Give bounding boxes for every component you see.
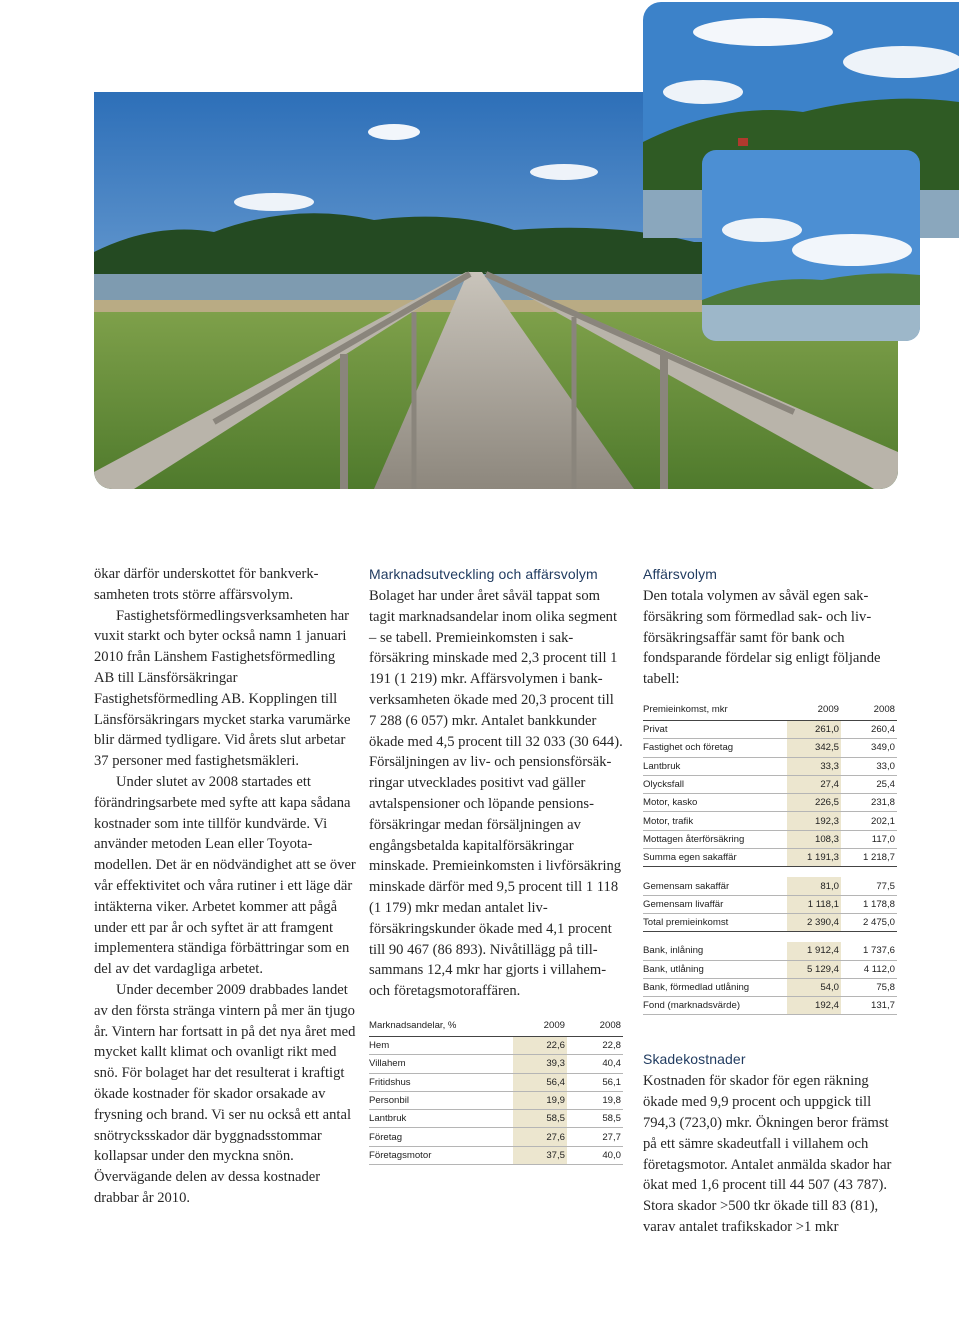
row-label: Personbil <box>369 1091 513 1109</box>
row-label: Bank, inlåning <box>643 942 787 960</box>
value-2008: 117,0 <box>841 830 897 848</box>
value-2008: 2 475,0 <box>841 913 897 931</box>
value-2009: 58,5 <box>513 1110 567 1128</box>
table-total-row <box>643 849 897 867</box>
paragraph: ökar därför underskottet för bankverksamheten trots större affärsvolym. <box>94 566 319 603</box>
paragraph: Den totala volymen av såväl egen sakförsäkring som förmedlad sak- och livförsäkringsaffär samt för bank och fondsparande fördelar sig enligt följande tabell: <box>643 588 881 688</box>
table-body <box>369 1036 623 1164</box>
value-2008: 33,0 <box>841 757 897 775</box>
table-spacer-row <box>643 867 897 878</box>
value-2008: 19,8 <box>567 1091 623 1109</box>
premium-income-table <box>643 700 897 1015</box>
row-label: Summa egen sakaffär <box>643 849 787 867</box>
paragraph: Fastighetsförmedlingsverksamheten har vuxit starkt och byter också namn 1 januari 2010 från Länshem Fastighetsförmedling AB till Länsförsäkringar Fastighetsförmedling AB. Kopplingen till Länsförsäkringars mycket starka varumärke blir därmed tydligare. Vid årets slut arbetar 37 personer med fastighetsmäkleri. <box>94 607 351 770</box>
value-2009: 1 912,4 <box>787 942 841 960</box>
body-text <box>94 564 356 1209</box>
row-label: Bank, förmedlad utlåning <box>643 978 787 996</box>
value-2008: 1 218,7 <box>841 849 897 867</box>
value-2009: 342,5 <box>787 739 841 757</box>
table-row <box>643 960 897 978</box>
table-header-row <box>369 1016 623 1037</box>
table-row <box>643 794 897 812</box>
row-label: Hem <box>369 1036 513 1054</box>
value-2009: 1 118,1 <box>787 895 841 913</box>
value-2008: 40,4 <box>567 1055 623 1073</box>
row-label: Företag <box>369 1128 513 1146</box>
spacer-cell <box>643 867 897 878</box>
table-row <box>643 812 897 830</box>
spacer-cell <box>643 932 897 943</box>
row-label: Lantbruk <box>643 757 787 775</box>
value-2008: 4 112,0 <box>841 960 897 978</box>
market-share-table-wrap <box>369 1016 623 1165</box>
value-2009: 39,3 <box>513 1055 567 1073</box>
value-2009: 19,9 <box>513 1091 567 1109</box>
paragraph: Kostnaden för skador för egen räkning ökade med 9,9 procent och uppgick till 794,3 (723,0) mkr. Ökningen beror främst på ett sämre skadeutfall i villahem och företagsmotor. Antalet anmälda skador har ökat med 1,6 procent till 44 507 (43 787). Stora skador >500 tkr ökade till 83 (81), varav antalet trafikskador >1 mkr <box>643 1073 892 1236</box>
table-title: Premieinkomst, mkr <box>643 700 787 721</box>
row-label: Gemensam livaffär <box>643 895 787 913</box>
value-2008: 25,4 <box>841 775 897 793</box>
value-2008: 202,1 <box>841 812 897 830</box>
row-label: Villahem <box>369 1055 513 1073</box>
paragraph: Bolaget har under året såväl tappat som tagit marknadsandelar inom olika segment – se tabell. Premieinkomsten i sakförsäkring minskade med 2,3 procent till 1 191 (1 219) mkr. Affärsvolymen i bankverksamheten ökade med 20,3 procent till 7 288 (6 057) mkr. Antalet bankkunder ökade med 4,5 procent till 32 033 (30 644). Försäljningen av liv- och pensionsförsäkringar utvecklades positivt vad gäller avtalspensioner och löpande pensionsförsäkringar medan försäljningen av engångsbetalda kapitalförsäkringar minskade. Premieinkomsten i livförsäkring minskade därför med 9,5 procent till 1 118 (1 179) mkr medan antalet livförsäkringskunder ökade med 4,1 procent till 90 467 (86 893). Nivåtillägg på tillsammans 12,4 mkr har gjorts i villahem- och företagsmotoraffären. <box>369 588 623 1000</box>
value-2009: 27,4 <box>787 775 841 793</box>
table-body <box>643 720 897 1014</box>
row-label: Olycksfall <box>643 775 787 793</box>
row-label: Mottagen återförsäkring <box>643 830 787 848</box>
row-label: Företagsmotor <box>369 1146 513 1164</box>
value-2008: 75,8 <box>841 978 897 996</box>
lake-shore-photo <box>702 150 920 341</box>
text-column-3 <box>643 564 897 1238</box>
row-label: Total premieinkomst <box>643 913 787 931</box>
paragraph: Under december 2009 drabbades landet av den första stränga vintern på mer än tjugo år. Vintern har fortsatt in på det nya året med mycket kallt klimat och ovanligt rikt med snö. För bolaget har det resulterat i kraftigt ökade kostnader för skador orsakade av frysning och brand. Vi ser nu också ett antal snötrycksskador där byggnadsstommar kollapsar under den myckna snön. Övervägande delen av dessa kostnader drabbar år 2010. <box>94 981 356 1206</box>
value-2008: 77,5 <box>841 877 897 895</box>
section-heading: Affärsvolym <box>643 566 717 582</box>
text-column-1 <box>94 564 356 1209</box>
value-2008: 131,7 <box>841 997 897 1015</box>
value-2008: 231,8 <box>841 794 897 812</box>
row-label: Motor, trafik <box>643 812 787 830</box>
text-column-2 <box>369 564 623 1165</box>
table-row <box>369 1055 623 1073</box>
value-2008: 260,4 <box>841 720 897 738</box>
table-row <box>369 1146 623 1164</box>
table-row <box>643 978 897 996</box>
table-row <box>369 1091 623 1109</box>
value-2008: 56,1 <box>567 1073 623 1091</box>
value-2009: 226,5 <box>787 794 841 812</box>
value-2009: 54,0 <box>787 978 841 996</box>
value-2009: 1 191,3 <box>787 849 841 867</box>
value-2008: 22,8 <box>567 1036 623 1054</box>
section-heading: Marknadsutveckling och affärsvolym <box>369 566 598 582</box>
table-row <box>369 1110 623 1128</box>
table-row <box>643 895 897 913</box>
table-row <box>643 942 897 960</box>
table-row <box>369 1036 623 1054</box>
table-row <box>643 997 897 1015</box>
value-2008: 1 737,6 <box>841 942 897 960</box>
value-2008: 40,0 <box>567 1146 623 1164</box>
value-2008: 27,7 <box>567 1128 623 1146</box>
value-2009: 56,4 <box>513 1073 567 1091</box>
table-spacer-row <box>643 932 897 943</box>
table-row <box>369 1073 623 1091</box>
value-2008: 58,5 <box>567 1110 623 1128</box>
value-2009: 261,0 <box>787 720 841 738</box>
table-title: Marknadsandelar, % <box>369 1016 513 1037</box>
table-row <box>643 757 897 775</box>
table-row <box>643 720 897 738</box>
table-row <box>643 775 897 793</box>
market-share-table <box>369 1016 623 1165</box>
value-2008: 1 178,8 <box>841 895 897 913</box>
premium-table-wrap <box>643 700 897 1015</box>
body-text <box>643 1071 897 1237</box>
value-2009: 108,3 <box>787 830 841 848</box>
paragraph: Under slutet av 2008 startades ett förändringsarbete med syfte att kapa sådana kostnader som inte tillför kundvärde. Vi använder metoden Lean eller Toyota-modellen. Det är en nödvändighet att se över vår effektivitet och våra rutiner i ett läge där intäkterna viker. Arbetet kommer att pågå under ett par år och syftet är att framgent implementera ständiga förbättringar som en del av det vardagliga arbetet. <box>94 773 356 978</box>
row-label: Motor, kasko <box>643 794 787 812</box>
body-text <box>643 586 897 690</box>
value-2009: 33,3 <box>787 757 841 775</box>
row-label: Fastighet och företag <box>643 739 787 757</box>
row-label: Privat <box>643 720 787 738</box>
value-2008: 349,0 <box>841 739 897 757</box>
section-heading: Skadekostnader <box>643 1051 746 1068</box>
row-label: Gemensam sakaffär <box>643 877 787 895</box>
column-header-2009: 2009 <box>513 1016 567 1037</box>
row-label: Fond (marknadsvärde) <box>643 997 787 1015</box>
value-2009: 5 129,4 <box>787 960 841 978</box>
body-text <box>369 586 623 1002</box>
row-label: Fritidshus <box>369 1073 513 1091</box>
value-2009: 192,4 <box>787 997 841 1015</box>
column-header-2008: 2008 <box>841 700 897 721</box>
table-row <box>643 877 897 895</box>
table-row <box>643 739 897 757</box>
value-2009: 81,0 <box>787 877 841 895</box>
value-2009: 37,5 <box>513 1146 567 1164</box>
value-2009: 192,3 <box>787 812 841 830</box>
table-row <box>643 830 897 848</box>
table-total-row <box>643 913 897 931</box>
value-2009: 2 390,4 <box>787 913 841 931</box>
column-header-2009: 2009 <box>787 700 841 721</box>
row-label: Lantbruk <box>369 1110 513 1128</box>
table-header-row <box>643 700 897 721</box>
table-row <box>369 1128 623 1146</box>
value-2009: 22,6 <box>513 1036 567 1054</box>
column-header-2008: 2008 <box>567 1016 623 1037</box>
row-label: Bank, utlåning <box>643 960 787 978</box>
value-2009: 27,6 <box>513 1128 567 1146</box>
